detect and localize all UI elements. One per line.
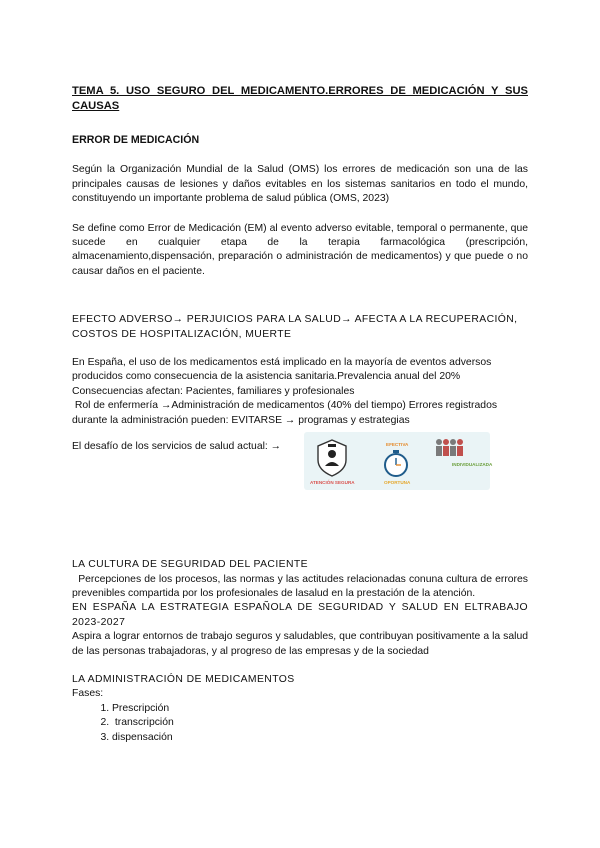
document-title: TEMA 5. USO SEGURO DEL MEDICAMENTO.ERRORES DE MEDICACIÓN Y SUS CAUSAS — [72, 85, 528, 112]
paragraph-definicion: Se define como Error de Medicación (EM) al evento adverso evitable, temporal o permanente, que sucede en cualquier etapa de la terapia farmacológica (prescripción, almacenamiento,dispensación, preparación o administración de medicamentos) y que puede o no causar daños en el paciente. — [72, 222, 528, 277]
estrategia-text: Aspira a lograr entornos de trabajo seguros y saludables, que contribuyan positivamente a la salud de las personas trabajadoras, y al progreso de las empresas y de la sociedad — [72, 631, 528, 657]
section-heading-error: ERROR DE MEDICACIÓN — [72, 134, 200, 146]
label-oportuna: OPORTUNA — [384, 480, 411, 486]
list-item: 2. transcripción — [112, 716, 528, 730]
efecto-adverso-line: EFECTO ADVERSO→ PERJUICIOS PARA LA SALUD→ AFECTA A LA RECUPERACIÓN, COSTOS DE HOSPITALIZACIÓN, MUERTE — [72, 314, 518, 340]
label-efectiva: EFECTIVA — [386, 442, 409, 448]
list-item: 1. Prescripción — [112, 702, 528, 716]
fases-label: Fases: — [72, 688, 104, 700]
admin-heading: LA ADMINISTRACIÓN DE MEDICAMENTOS — [72, 673, 295, 685]
cultura-heading: LA CULTURA DE SEGURIDAD DEL PACIENTE — [72, 559, 308, 571]
paragraph-oms: Según la Organización Mundial de la Salud (OMS) los errores de medicación son una de las principales causas de lesiones y daños evitables en los sistemas sanitarios en todo el mundo, constituyendo un importante problema de salud pública (OMS, 2023) — [72, 164, 528, 205]
healthcare-challenge-graphic — [304, 432, 493, 490]
label-individualizada: INDIVIDUALIZADA — [452, 462, 493, 468]
people-group-icon — [436, 439, 463, 456]
espana-paragraph-2: Consecuencias afectan: Pacientes, familiares y profesionales — [72, 385, 355, 397]
espana-paragraph-3: Rol de enfermería →Administración de medicamentos (40% del tiempo) Errores registrados durante la administración pueden: EVITARSE → programas y estrategias — [72, 400, 500, 426]
stopwatch-icon — [385, 450, 407, 476]
cultura-text: Percepciones de los procesos, las normas y las actitudes relacionadas conuna cultura de errores prevenibles compartida por los profesionales de lasalud en la prestación de la atención. — [72, 573, 531, 599]
list-item: 3. dispensación — [112, 731, 528, 745]
desafio-row — [72, 440, 528, 490]
safe-care-icon — [318, 440, 346, 476]
fases-list — [72, 702, 528, 745]
document-page — [72, 84, 531, 745]
espana-paragraph-1: En España, el uso de los medicamentos está implicado en la mayoría de eventos adversos producidos como consecuencia de la asistencia sanitaria.Prevalencia anual del 20% — [72, 357, 492, 383]
label-atencion-segura: ATENCIÓN SEGURA — [310, 480, 355, 486]
desafio-text: El desafío de los servicios de salud actual: → — [72, 441, 282, 453]
estrategia-heading: EN ESPAÑA LA ESTRATEGIA ESPAÑOLA DE SEGURIDAD Y SALUD EN ELTRABAJO 2023-2027 — [72, 602, 528, 628]
